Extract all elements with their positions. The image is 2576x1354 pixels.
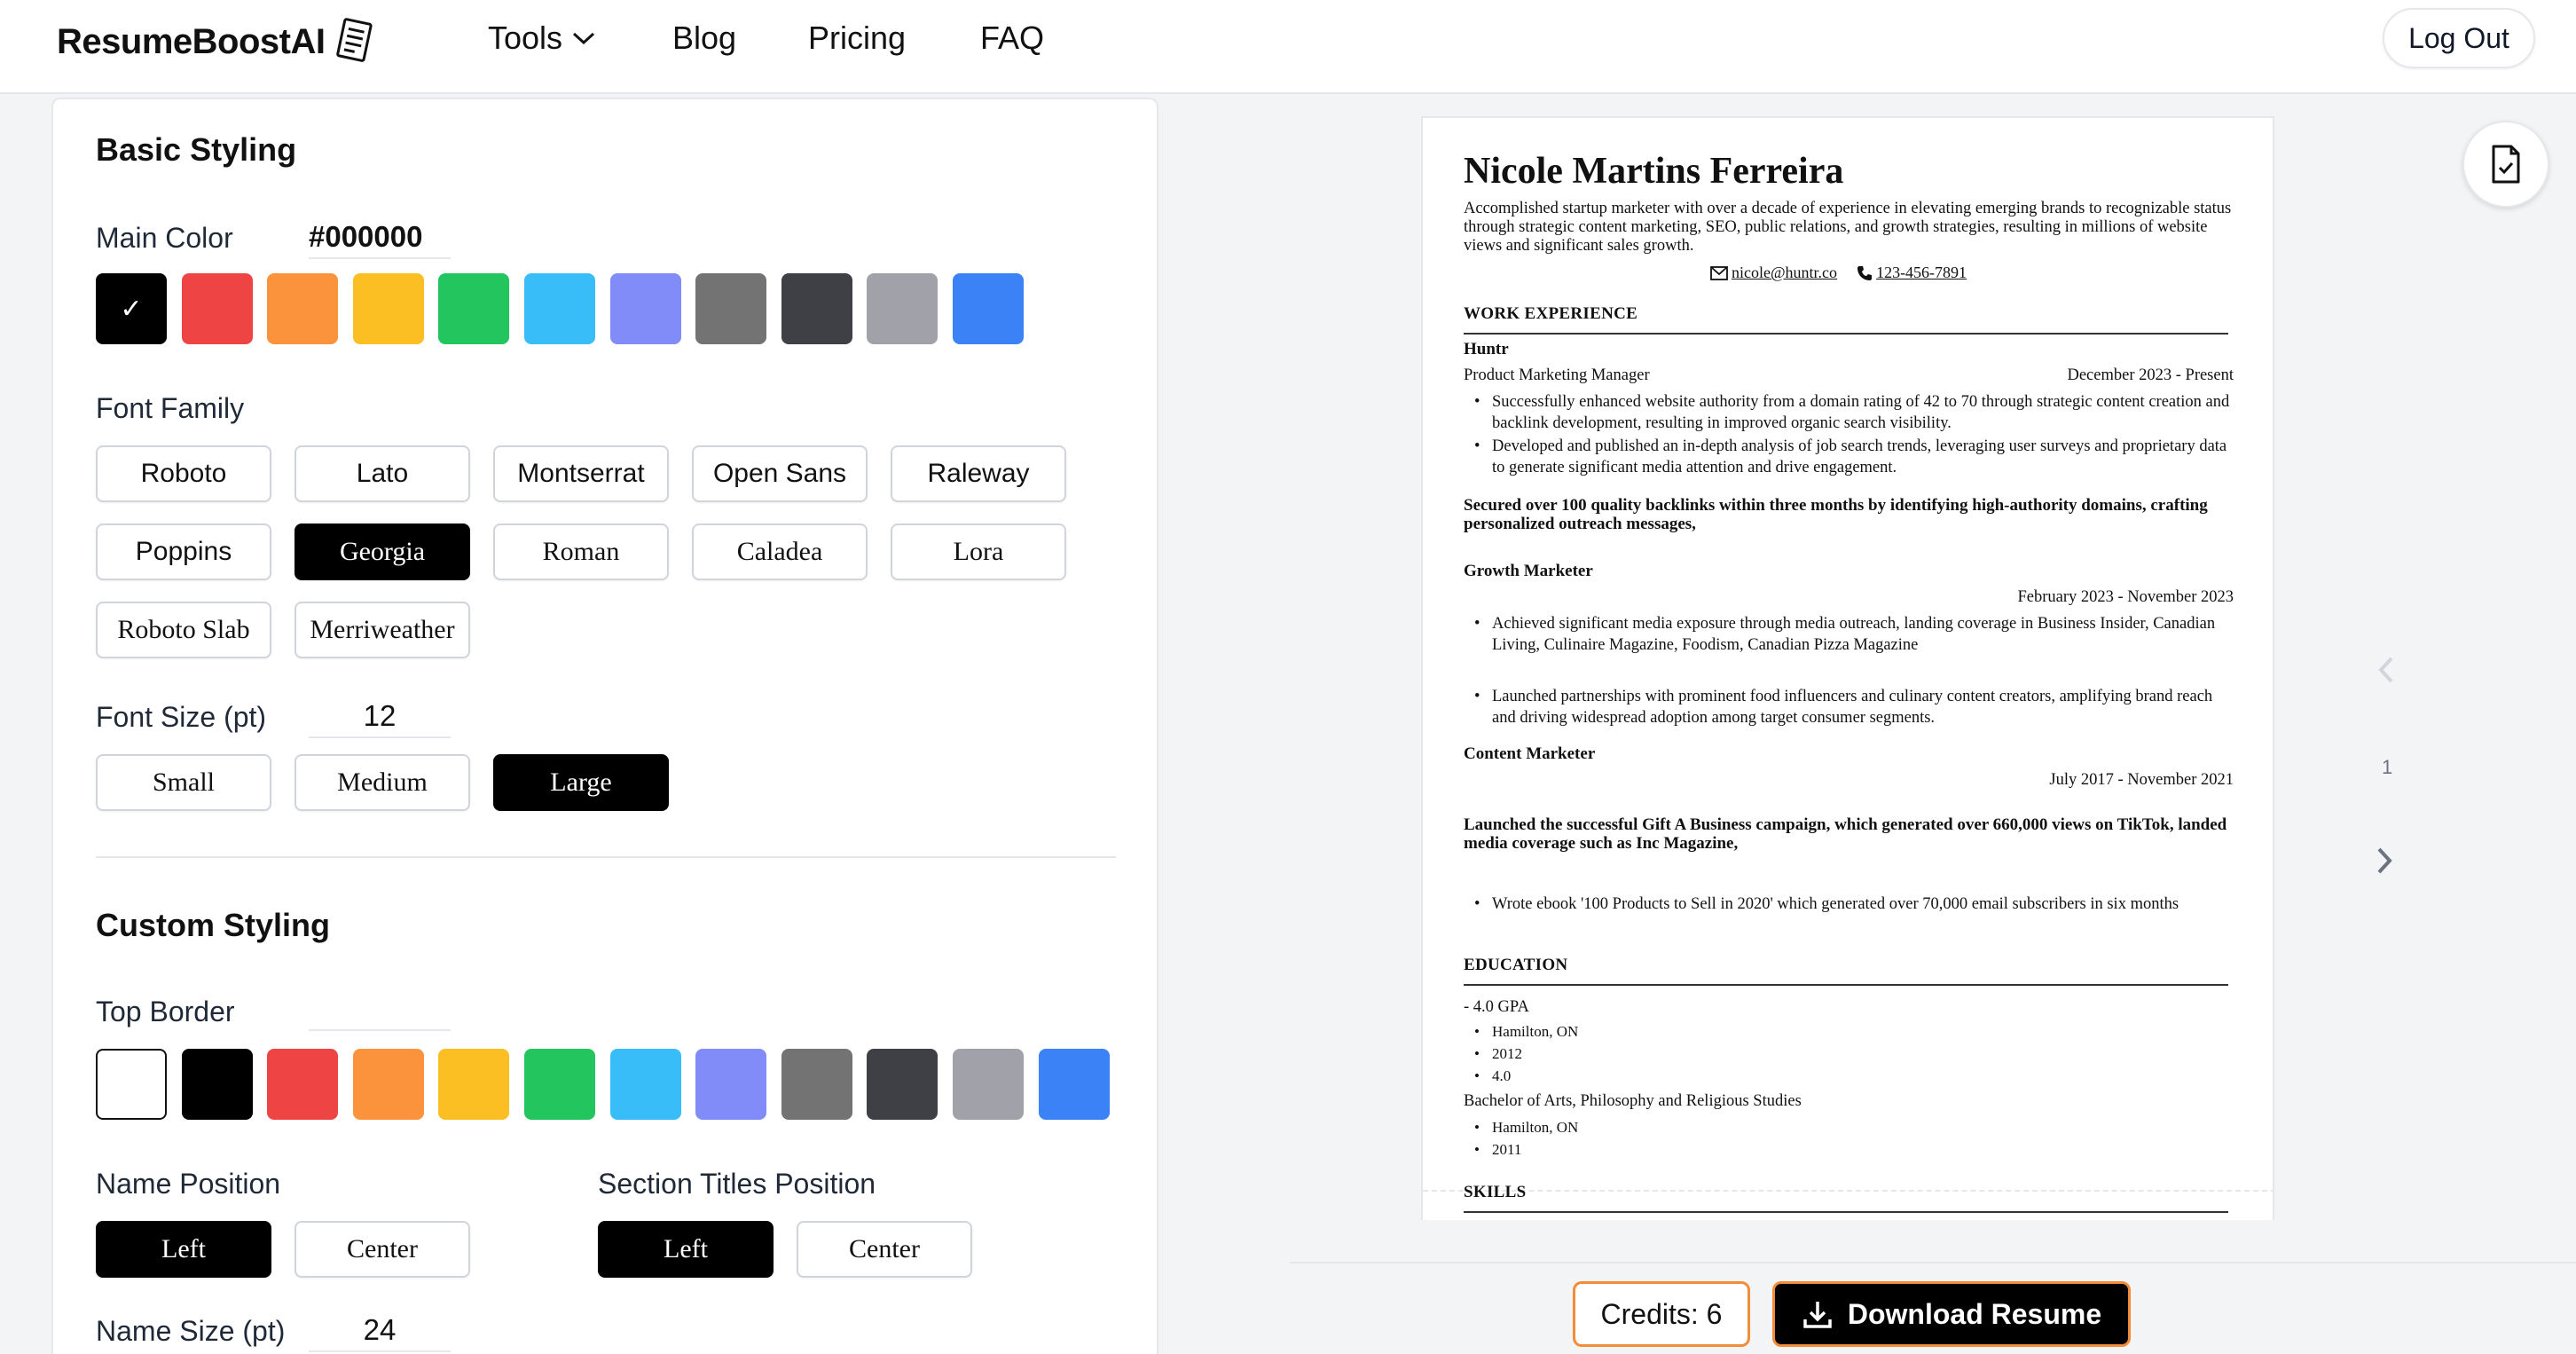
page-number: 1 (2382, 756, 2393, 778)
main-color-swatch[interactable] (695, 273, 766, 344)
nav-faq[interactable]: FAQ (980, 20, 1045, 56)
logo-text: ResumeBoostAI (57, 21, 326, 61)
styling-panel (51, 98, 1158, 1354)
bullet-item: • Achieved significant media exposure through media outreach, landing coverage in Business Insider, Canadian Living, Culinaire Magazine, Foodism, Canadian Pizza Magazine (1474, 613, 2237, 656)
resume-name: Nicole Martins Ferreira (1464, 151, 1844, 192)
main-color-swatch[interactable] (867, 273, 938, 344)
top-border-swatch[interactable] (610, 1049, 681, 1120)
font-size-medium-button[interactable]: Medium (295, 754, 470, 811)
download-label: Download Resume (1847, 1297, 2102, 1330)
page-break-line (1423, 1190, 2274, 1192)
prev-page-icon[interactable] (2376, 655, 2397, 685)
resume-summary: Accomplished startup marketer with over a decade of experience in elevating emerging brands to recognizable status through strategic content marketing, SEO, public relations, and growth strategies, resulting in millions of website views and significant sales growth. (1464, 200, 2232, 255)
section-titles-position-label: Section Titles Position (598, 1168, 876, 1200)
resume-email-text: nicole@huntr.co (1732, 264, 1838, 281)
font-option-roboto[interactable]: Roboto (96, 445, 271, 502)
bullet-item: • Launched partnerships with prominent food influencers and culinary content creators, amplifying brand reach and driving widespread adoption among target consumer segments. (1474, 686, 2237, 728)
logo[interactable] (57, 16, 376, 67)
download-resume-button[interactable] (1772, 1281, 2131, 1347)
font-size-label: Font Size (pt) (96, 701, 267, 733)
role-title: Content Marketer (1464, 744, 1596, 763)
name-position-left-button[interactable]: Left (96, 1221, 271, 1278)
top-border-swatch[interactable] (953, 1049, 1024, 1120)
font-option-poppins[interactable]: Poppins (96, 523, 271, 580)
top-border-swatch[interactable] (524, 1049, 595, 1120)
role-date: February 2023 - November 2023 (2017, 588, 2234, 606)
nav-tools[interactable] (488, 20, 596, 57)
nav-pricing[interactable]: Pricing (808, 20, 907, 56)
bold-highlight: Launched the successful Gift A Business campaign, which generated over 660,000 views on TikTok, landed media coverage such as Inc Magazine, (1464, 815, 2227, 853)
font-size-small-button[interactable]: Small (96, 754, 271, 811)
top-border-label: Top Border (96, 996, 235, 1027)
download-icon (1802, 1298, 1834, 1330)
bullet-item: • Developed and published an in-depth analysis of job search trends, leveraging user surveys and proprietary data to generate significant media attention and drive engagement. (1474, 436, 2237, 478)
education-item: • Hamilton, ON (1474, 1117, 2237, 1138)
top-border-swatch[interactable] (438, 1049, 509, 1120)
credits-badge[interactable]: Credits: 6 (1573, 1281, 1750, 1347)
top-border-swatch[interactable] (96, 1049, 167, 1120)
font-option-caladea[interactable]: Caladea (692, 523, 868, 580)
font-size-input[interactable]: 12 (309, 699, 451, 738)
main-color-swatch[interactable] (96, 273, 167, 344)
name-size-label: Name Size (pt) (96, 1315, 286, 1347)
bold-highlight: Secured over 100 quality backlinks within three months by identifying high-authority domains, crafting personalized outreach messages, (1464, 496, 2208, 533)
section-titles-left-button[interactable]: Left (598, 1221, 774, 1278)
top-border-swatch[interactable] (781, 1049, 852, 1120)
education-item: • 2011 (1474, 1139, 2237, 1161)
top-border-swatch[interactable] (1039, 1049, 1110, 1120)
company-name: Huntr (1464, 340, 1509, 358)
role-title: Product Marketing Manager (1464, 366, 1650, 384)
education-entry: - 4.0 GPA (1464, 998, 1529, 1016)
nav-blog[interactable]: Blog (672, 20, 737, 56)
mail-icon (1710, 266, 1728, 280)
name-position-center-button[interactable]: Center (295, 1221, 470, 1278)
font-option-lora[interactable]: Lora (891, 523, 1066, 580)
role-date: December 2023 - Present (2067, 366, 2234, 384)
top-border-swatch[interactable] (267, 1049, 338, 1120)
font-option-georgia[interactable]: Georgia (295, 523, 470, 580)
phone-icon (1857, 265, 1873, 281)
main-color-input[interactable]: #000000 (309, 220, 451, 259)
main-color-swatch[interactable] (610, 273, 681, 344)
top-border-swatch[interactable] (867, 1049, 938, 1120)
resume-email[interactable] (1710, 264, 1837, 282)
education-item: • 4.0 (1474, 1066, 2237, 1087)
font-option-lato[interactable]: Lato (295, 445, 470, 502)
check-icon: ✓ (120, 294, 143, 324)
font-option-roboto-slab[interactable]: Roboto Slab (96, 602, 271, 658)
main-color-swatch[interactable] (182, 273, 253, 344)
education-entry: Bachelor of Arts, Philosophy and Religious Studies (1464, 1092, 1802, 1110)
resume-check-button[interactable] (2462, 121, 2549, 208)
bullet-item: • Wrote ebook '100 Products to Sell in 2020' which generated over 70,000 email subscribers in six months (1474, 893, 2237, 915)
font-size-large-button[interactable]: Large (493, 754, 669, 811)
section-titles-center-button[interactable]: Center (797, 1221, 972, 1278)
font-option-raleway[interactable]: Raleway (891, 445, 1066, 502)
main-color-swatch[interactable] (953, 273, 1024, 344)
document-icon (332, 16, 376, 67)
role-title: Growth Marketer (1464, 562, 1593, 580)
main-color-swatch[interactable] (353, 273, 424, 344)
custom-styling-title: Custom Styling (96, 907, 331, 943)
name-position-label: Name Position (96, 1168, 281, 1200)
main-color-swatch[interactable] (267, 273, 338, 344)
education-item: • 2012 (1474, 1043, 2237, 1065)
font-option-montserrat[interactable]: Montserrat (493, 445, 669, 502)
name-size-input[interactable]: 24 (309, 1313, 451, 1352)
main-color-swatch[interactable] (781, 273, 852, 344)
font-family-label: Font Family (96, 392, 245, 424)
font-option-merriweather[interactable]: Merriweather (295, 602, 470, 658)
font-option-open-sans[interactable]: Open Sans (692, 445, 868, 502)
main-color-swatch[interactable] (524, 273, 595, 344)
resume-phone[interactable] (1857, 264, 1967, 282)
main-color-swatch[interactable] (438, 273, 509, 344)
top-border-swatch[interactable] (353, 1049, 424, 1120)
chevron-down-icon (571, 29, 596, 47)
logout-button[interactable]: Log Out (2383, 8, 2535, 68)
role-date: July 2017 - November 2021 (2049, 771, 2234, 789)
basic-styling-title: Basic Styling (96, 131, 297, 168)
resume-contact (1710, 264, 1967, 282)
next-page-icon[interactable] (2374, 846, 2395, 876)
education-item: • Hamilton, ON (1474, 1021, 2237, 1043)
skills-title: SKILLS (1464, 1183, 1527, 1201)
nav-tools-label: Tools (488, 20, 563, 56)
bullet-item: • Successfully enhanced website authority from a domain rating of 42 to 70 through strategic content creation and backlink development, resulting in improved organic search visibility. (1474, 391, 2237, 434)
resume-phone-text: 123-456-7891 (1876, 264, 1967, 281)
section-divider (96, 856, 1116, 858)
file-check-icon (2488, 145, 2524, 184)
main-color-label: Main Color (96, 222, 233, 254)
font-option-roman[interactable]: Roman (493, 523, 669, 580)
education-title: EDUCATION (1464, 956, 1568, 974)
top-border-input[interactable] (309, 996, 451, 1031)
education-rule (1464, 984, 2228, 986)
top-border-swatch[interactable] (182, 1049, 253, 1120)
work-experience-rule (1464, 333, 2228, 335)
skills-rule (1464, 1211, 2228, 1213)
resume-preview (1421, 116, 2274, 1220)
top-navigation (0, 0, 2576, 94)
work-experience-title: WORK EXPERIENCE (1464, 304, 1638, 323)
top-border-swatch[interactable] (695, 1049, 766, 1120)
